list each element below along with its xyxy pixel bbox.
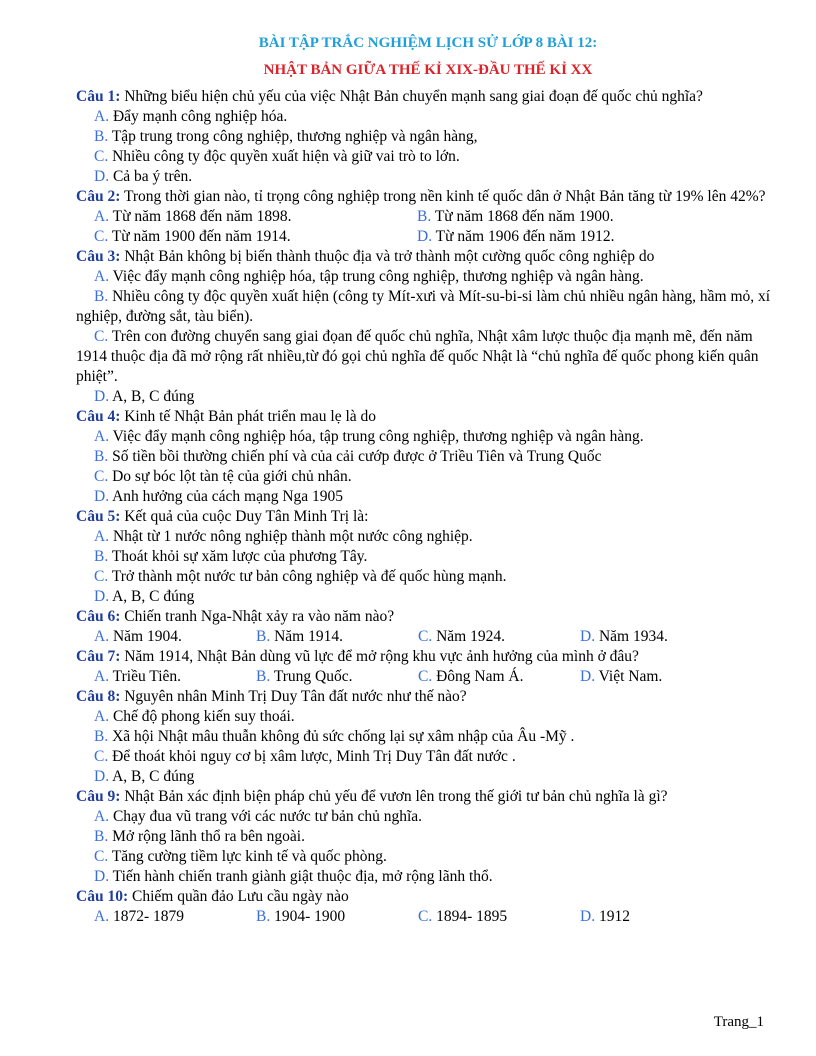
option-c: C. Do sự bóc lột tàn tệ của giới chủ nhân. bbox=[94, 468, 352, 485]
question-text: Chiếm quần đảo Lưu cầu ngày nào bbox=[128, 888, 349, 905]
question-3 bbox=[76, 247, 780, 267]
option-a: A. Triều Tiên. bbox=[94, 668, 182, 685]
option-b: B. Số tiền bồi thường chiến phí và của cải cướp được ở Triều Tiên và Trung Quốc bbox=[94, 448, 602, 465]
question-label: Câu 6: bbox=[76, 608, 121, 625]
question-label: Câu 2: bbox=[76, 188, 121, 205]
option-c: C. Tăng cường tiềm lực kinh tế và quốc phòng. bbox=[94, 848, 387, 865]
question-label: Câu 1: bbox=[76, 88, 121, 105]
option-d: D. A, B, C đúng bbox=[94, 768, 195, 785]
option-a: A. Năm 1904. bbox=[94, 628, 182, 645]
option-c: C. Trên con đường chuyển sang giai đọan đế quốc chủ nghĩa, Nhật xâm lược thuộc địa mạnh mẽ, đến năm 1914 thuộc địa đã mở rộng rất nhiều,từ đó gọi chủ nghĩa đế quốc Nhật là “chủ nghĩa đế quốc phong kiến quân phiệt”. bbox=[76, 328, 759, 385]
question-2 bbox=[76, 187, 780, 207]
question-label: Câu 9: bbox=[76, 788, 121, 805]
question-4 bbox=[76, 407, 780, 427]
option-c: C. Trở thành một nước tư bản công nghiệp và đế quốc hùng mạnh. bbox=[94, 568, 507, 585]
option-d: D. 1912 bbox=[580, 908, 630, 925]
option-d: D. Tiến hành chiến tranh giành giật thuộc địa, mở rộng lãnh thổ. bbox=[94, 868, 493, 885]
question-8 bbox=[76, 687, 780, 707]
option-d: D. Việt Nam. bbox=[580, 668, 663, 685]
option-d: D. A, B, C đúng bbox=[94, 388, 195, 405]
question-5 bbox=[76, 507, 780, 527]
option-c: C. 1894- 1895 bbox=[418, 908, 508, 925]
option-b: B. Nhiều công ty độc quyền xuất hiện (công ty Mít-xưi và Mít-su-bi-si làm chủ nhiều ngân hàng, hầm mỏ, xí nghiệp, đường sắt, tàu biển). bbox=[76, 288, 771, 325]
question-label: Câu 3: bbox=[76, 248, 121, 265]
question-6 bbox=[76, 607, 780, 627]
page-title: BÀI TẬP TRẮC NGHIỆM LỊCH SỬ LỚP 8 BÀI 12: bbox=[258, 35, 598, 51]
option-a: A. Chế độ phong kiến suy thoái. bbox=[94, 708, 295, 725]
option-a: A. Đẩy mạnh công nghiệp hóa. bbox=[94, 108, 288, 125]
option-a: A. 1872- 1879 bbox=[94, 908, 184, 925]
question-label: Câu 10: bbox=[76, 888, 129, 905]
option-d: D. Anh hưởng của cách mạng Nga 1905 bbox=[94, 488, 344, 505]
question-label: Câu 8: bbox=[76, 688, 121, 705]
option-b: B. Từ năm 1868 đến năm 1900. bbox=[417, 208, 614, 225]
question-7 bbox=[76, 647, 780, 667]
option-c: C. Đông Nam Á. bbox=[418, 668, 524, 685]
question-text: Kinh tế Nhật Bản phát triển mau lẹ là do bbox=[120, 408, 377, 425]
option-d: D. Từ năm 1906 đến năm 1912. bbox=[417, 228, 615, 245]
option-c: C. Năm 1924. bbox=[418, 628, 505, 645]
question-text: Năm 1914, Nhật Bản dùng vũ lực để mở rộng khu vực ảnh hưởng của mình ở đâu? bbox=[120, 648, 639, 665]
option-a: A. Việc đẩy mạnh công nghiệp hóa, tập trung công nghiệp, thương nghiệp và ngân hàng. bbox=[94, 428, 644, 445]
options-row bbox=[76, 907, 780, 927]
options-row bbox=[76, 227, 780, 247]
option-a: A. Từ năm 1868 đến năm 1898. bbox=[94, 208, 292, 225]
page-subtitle: NHẬT BẢN GIỮA THẾ KỈ XIX-ĐẦU THẾ KỈ XX bbox=[263, 62, 593, 78]
option-a: A. Việc đẩy mạnh công nghiệp hóa, tập trung công nghiệp, thương nghiệp và ngân hàng. bbox=[94, 268, 644, 285]
option-d: D. Năm 1934. bbox=[580, 628, 668, 645]
option-d: D. Cả ba ý trên. bbox=[94, 168, 193, 185]
page-number: Trang_1 bbox=[713, 1014, 764, 1030]
question-text: Nhật Bản xác định biện pháp chủ yếu để vươn lên trong thế giới tư bản chủ nghĩa là gì? bbox=[120, 788, 668, 805]
option-c: C. Từ năm 1900 đến năm 1914. bbox=[94, 228, 291, 245]
question-label: Câu 5: bbox=[76, 508, 121, 525]
option-b: B. Thoát khỏi sự xăm lược của phương Tây. bbox=[94, 548, 368, 565]
question-1 bbox=[76, 87, 780, 107]
question-text: Nguyên nhân Minh Trị Duy Tân đất nước như thế nào? bbox=[120, 688, 467, 705]
options-row bbox=[76, 627, 780, 647]
option-b: B. Xã hội Nhật mâu thuẫn không đủ sức chống lại sự xâm nhập của Âu -Mỹ . bbox=[94, 728, 575, 745]
option-b: B. Năm 1914. bbox=[256, 628, 343, 645]
option-a: A. Nhật từ 1 nước nông nghiệp thành một nước công nghiệp. bbox=[94, 528, 473, 545]
option-c: C. Nhiều công ty độc quyền xuất hiện và giữ vai trò to lớn. bbox=[94, 148, 460, 165]
question-text: Nhật Bản không bị biến thành thuộc địa và trở thành một cường quốc công nghiệp do bbox=[120, 248, 655, 265]
question-text: Trong thời gian nào, tỉ trọng công nghiệp trong nền kinh tế quốc dân ở Nhật Bản tăng từ 19% lên 42%? bbox=[120, 188, 766, 205]
options-row bbox=[76, 207, 780, 227]
question-label: Câu 7: bbox=[76, 648, 121, 665]
option-b: B. Trung Quốc. bbox=[256, 668, 353, 685]
option-b: B. 1904- 1900 bbox=[256, 908, 346, 925]
question-text: Kết quả của cuộc Duy Tân Minh Trị là: bbox=[120, 508, 369, 525]
question-10 bbox=[76, 887, 780, 907]
option-c: C. Để thoát khỏi nguy cơ bị xâm lược, Minh Trị Duy Tân đất nước . bbox=[94, 748, 516, 765]
question-9 bbox=[76, 787, 780, 807]
question-label: Câu 4: bbox=[76, 408, 121, 425]
question-text: Chiến tranh Nga-Nhật xảy ra vào năm nào? bbox=[120, 608, 395, 625]
worksheet-page bbox=[76, 33, 780, 927]
question-text: Những biểu hiện chủ yếu của việc Nhật Bản chuyển mạnh sang giai đoạn đế quốc chủ nghĩa? bbox=[120, 88, 703, 105]
options-row bbox=[76, 667, 780, 687]
option-a: A. Chạy đua vũ trang với các nước tư bản chủ nghĩa. bbox=[94, 808, 423, 825]
option-d: D. A, B, C đúng bbox=[94, 588, 195, 605]
option-b: B. Mở rộng lãnh thổ ra bên ngoài. bbox=[94, 828, 305, 845]
option-b: B. Tập trung trong công nghiệp, thương nghiệp và ngân hàng, bbox=[94, 128, 478, 145]
